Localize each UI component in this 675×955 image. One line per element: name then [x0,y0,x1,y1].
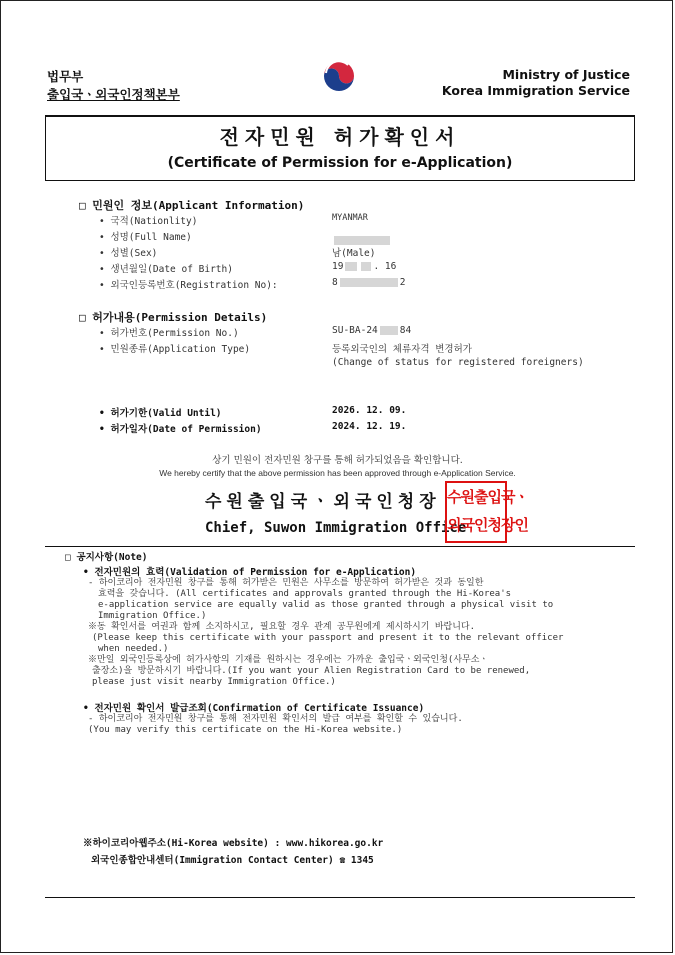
permission-no-label: • 허가번호(Permission No.) [99,328,239,339]
permission-date-label: • 허가일자(Date of Permission) [99,424,262,435]
application-type-value-ko: 등록외국인의 체류자격 변경허가 [332,344,472,355]
dob-value: 19 . 16 [332,261,397,272]
office-name-en: Chief, Suwon Immigration Office [205,520,467,536]
application-type-value-en: (Change of status for registered foreigners) [332,357,584,368]
permission-date-value: 2024. 12. 19. [332,421,407,432]
office-name-ko: 수원출입국ㆍ외국인청장 [205,492,441,511]
sex-label: • 성별(Sex) [99,248,158,259]
certify-text-ko: 상기 민원이 전자민원 창구를 통해 허가되었음을 확인합니다. [212,455,463,466]
applicant-section-heading: □ 민원인 정보(Applicant Information) [79,199,305,212]
dob-label: • 생년월일(Date of Birth) [99,264,233,275]
application-type-label: • 민원종류(Application Type) [99,344,251,355]
permission-no-value: SU-BA-24 84 [332,325,412,336]
korea-government-emblem-icon [318,55,360,97]
registration-label: • 외국인등록번호(Registration No): [99,280,278,291]
sex-value: 남(Male) [332,248,376,259]
nationality-value: MYANMAR [332,213,368,223]
valid-until-label: • 허가기한(Valid Until) [99,408,222,419]
permission-section-heading: □ 허가내용(Permission Details) [79,311,268,324]
nationality-label: • 국적(Nationlity) [99,216,198,227]
notes-section1-body: - 하이코리아 전자민원 창구를 통해 허가받은 민원은 사무소를 방문하여 허가받은 것과 동일한 효력을 갖습니다. (All certificates and approvals granted through the Hi-Korea's e-application service are equally valid as those granted through a physical visit to Immigration Office.) ※동 확인서를 여권과 함께 소지하시고, 필요할 경우 관계 공무원에게 제시하시기 바랍니다. (Please keep this certificate with your passport and present it to the relevant officer when needed.) ※만일 외국인등록상에 허가사항의 기재를 원하시는 경우에는 가까운 출입국ㆍ외국인청(사무소ㆍ 출장소)을 방문하시기 바랍니다.(If you want your Alien Registration Card to be renewed, please just visit nearby Immigration Office.) [88,578,564,687]
org-name-ko: 법무부 [47,69,84,84]
notes-section2-body: - 하이코리아 전자민원 창구를 통해 전자민원 확인서의 발급 여부를 확인할 수 있습니다. (You may verify this certificate on the Hi-Korea website.) [88,714,463,735]
title-ko: 전자민원 허가확인서 [219,125,461,149]
registration-value: 8 2 [332,277,406,288]
valid-until-value: 2026. 12. 09. [332,405,407,416]
certify-text-en: We hereby certify that the above permission has been approved through e-Application Service. [159,468,516,478]
notes-section2-title: • 전자민원 확인서 발급조회(Confirmation of Certificate Issuance) [83,703,425,714]
contact-center: 외국인종합안내센터(Immigration Contact Center) ☎ 1345 [91,855,374,866]
org-division-ko: 출입국ㆍ외국인정책본부 [47,87,180,102]
title-box [45,115,635,181]
notes-section1-title: • 전자민원의 효력(Validation of Permission for e-Application) [83,567,417,578]
footer-divider [45,897,635,898]
org-division-en: Korea Immigration Service [441,83,630,98]
title-en: (Certificate of Permission for e-Application) [167,155,513,171]
hikorea-website: ※하이코리아웹주소(Hi-Korea website) : www.hikorea.go.kr [83,838,384,849]
name-label: • 성명(Full Name) [99,232,192,243]
org-name-en: Ministry of Justice [502,67,630,82]
notes-heading: □ 공지사항(Note) [65,552,148,563]
official-seal-stamp: 수원출입국ㆍ 외국인청장인 [445,481,507,543]
section-divider [45,546,635,547]
